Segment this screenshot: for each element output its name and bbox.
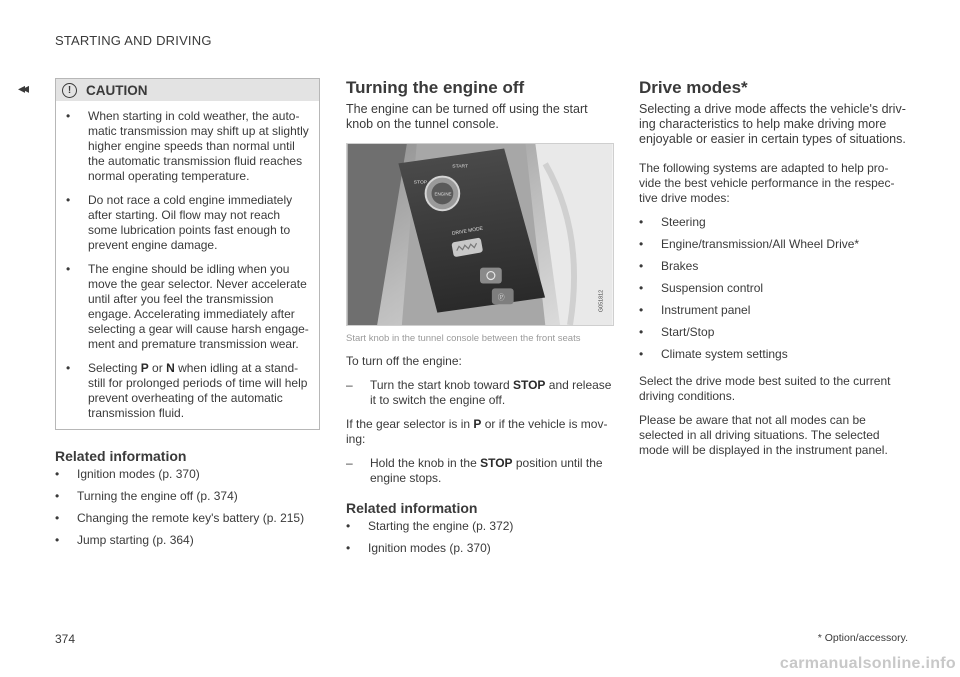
bullet-icon (66, 262, 88, 352)
bullet-icon (639, 259, 661, 274)
section-title-engine-off: Turning the engine off (346, 78, 525, 97)
bullet-icon (55, 511, 77, 526)
bullet-icon (639, 347, 661, 362)
bullet-icon (55, 467, 77, 482)
related-link[interactable]: • Starting the engine (p. 372) (346, 519, 614, 534)
column-left (55, 78, 320, 555)
section-header: STARTING AND DRIVING (55, 33, 212, 48)
related-link[interactable]: • Changing the remote key's battery (p. 215) (55, 511, 320, 526)
section-title-drive-modes: Drive modes* (639, 78, 748, 97)
svg-text:Ⓟ: Ⓟ (497, 294, 505, 302)
bullet-icon (55, 533, 77, 548)
photo-code: G051812 (598, 289, 605, 313)
bullet-icon (639, 237, 661, 252)
step-item: – Turn the start knob toward STOP and release it to switch the engine off. (346, 378, 614, 408)
intro-text: The following systems are adapted to help pro-vide the best vehicle performance in the respec-tive drive modes: (639, 161, 895, 205)
condition-text: If the gear selector is in P or if the vehicle is mov-ing: (346, 417, 608, 446)
footnote: * Option/accessory. (817, 632, 908, 644)
related-link[interactable]: • Ignition modes (p. 370) (55, 467, 320, 482)
bullet-icon (639, 281, 661, 296)
bullet-icon (55, 489, 77, 504)
caution-item: • Do not race a cold engine immediately after starting. Oil flow may not reach some lubrication points fast enough to prevent engine damage. (66, 193, 311, 253)
bullet-icon (66, 109, 88, 184)
list-item: • Climate system settings (639, 347, 909, 362)
column-middle (346, 78, 614, 563)
photo-label-drive-mode: DRIVE MODE (451, 226, 484, 237)
dash-icon (346, 378, 370, 408)
bullet-icon (66, 361, 88, 421)
caution-item: • When starting in cold weather, the auto-matic transmission may shift up at slightly higher engine speeds than normal until the automatic transmission fluid reaches normal operating temperature. (66, 109, 311, 184)
watermark: carmanualsonline.info (779, 655, 956, 672)
bullet-icon (346, 541, 368, 556)
warning-icon: ! (62, 83, 77, 98)
step-item: – Hold the knob in the STOP position until the engine stops. (346, 456, 614, 486)
caution-header (56, 79, 319, 101)
caution-item: • Selecting P or N when idling at a stand-still for prolonged periods of time will help prevent overheating of the automatic transmission fluid. (66, 361, 311, 421)
photo-label-engine: ENGINE (434, 191, 452, 197)
list-item: • Start/Stop (639, 325, 909, 340)
related-link[interactable]: • Jump starting (p. 364) (55, 533, 320, 548)
dash-icon (346, 456, 370, 486)
related-heading: Related information (346, 500, 478, 516)
lead-text: The engine can be turned off using the start knob on the tunnel console. (346, 102, 588, 131)
body-text: Select the drive mode best suited to the current driving conditions. (639, 374, 891, 403)
caution-box (55, 78, 320, 430)
lead-text: Selecting a drive mode affects the vehicle's driv-ing characteristics to help make driving more enjoyable or easier in certain types of situations. (639, 102, 906, 146)
intro-text: To turn off the engine: (346, 354, 462, 368)
list-item: • Brakes (639, 259, 909, 274)
column-right (639, 78, 909, 467)
bullet-icon (639, 325, 661, 340)
caution-body (56, 101, 319, 429)
photo-label-start: START (452, 164, 469, 170)
bullet-icon (639, 215, 661, 230)
related-link[interactable]: • Ignition modes (p. 370) (346, 541, 614, 556)
list-item: • Steering (639, 215, 909, 230)
caution-item: • The engine should be idling when you move the gear selector. Never accelerate until after you feel the transmission engage. Accelerating immediately after selecting a gear will cause harsh engage-ment and premature transmission wear. (66, 262, 311, 352)
back-arrows-icon[interactable]: ◂◂ (18, 80, 27, 96)
related-heading: Related information (55, 448, 187, 464)
caution-title: CAUTION (86, 82, 148, 98)
photo-label-stop: STOP (413, 180, 428, 186)
related-link[interactable]: • Turning the engine off (p. 374) (55, 489, 320, 504)
bullet-icon (346, 519, 368, 534)
photo-caption: Start knob in the tunnel console between the front seats (346, 333, 581, 344)
bullet-icon (66, 193, 88, 253)
list-item: • Suspension control (639, 281, 909, 296)
page-number: 374 (55, 632, 76, 646)
tunnel-console-photo (346, 143, 614, 326)
body-text: Please be aware that not all modes can be selected in all driving situations. The selected mode will be displayed in the instrument panel. (639, 413, 888, 457)
bullet-icon (639, 303, 661, 318)
list-item: • Engine/transmission/All Wheel Drive* (639, 237, 909, 252)
list-item: • Instrument panel (639, 303, 909, 318)
